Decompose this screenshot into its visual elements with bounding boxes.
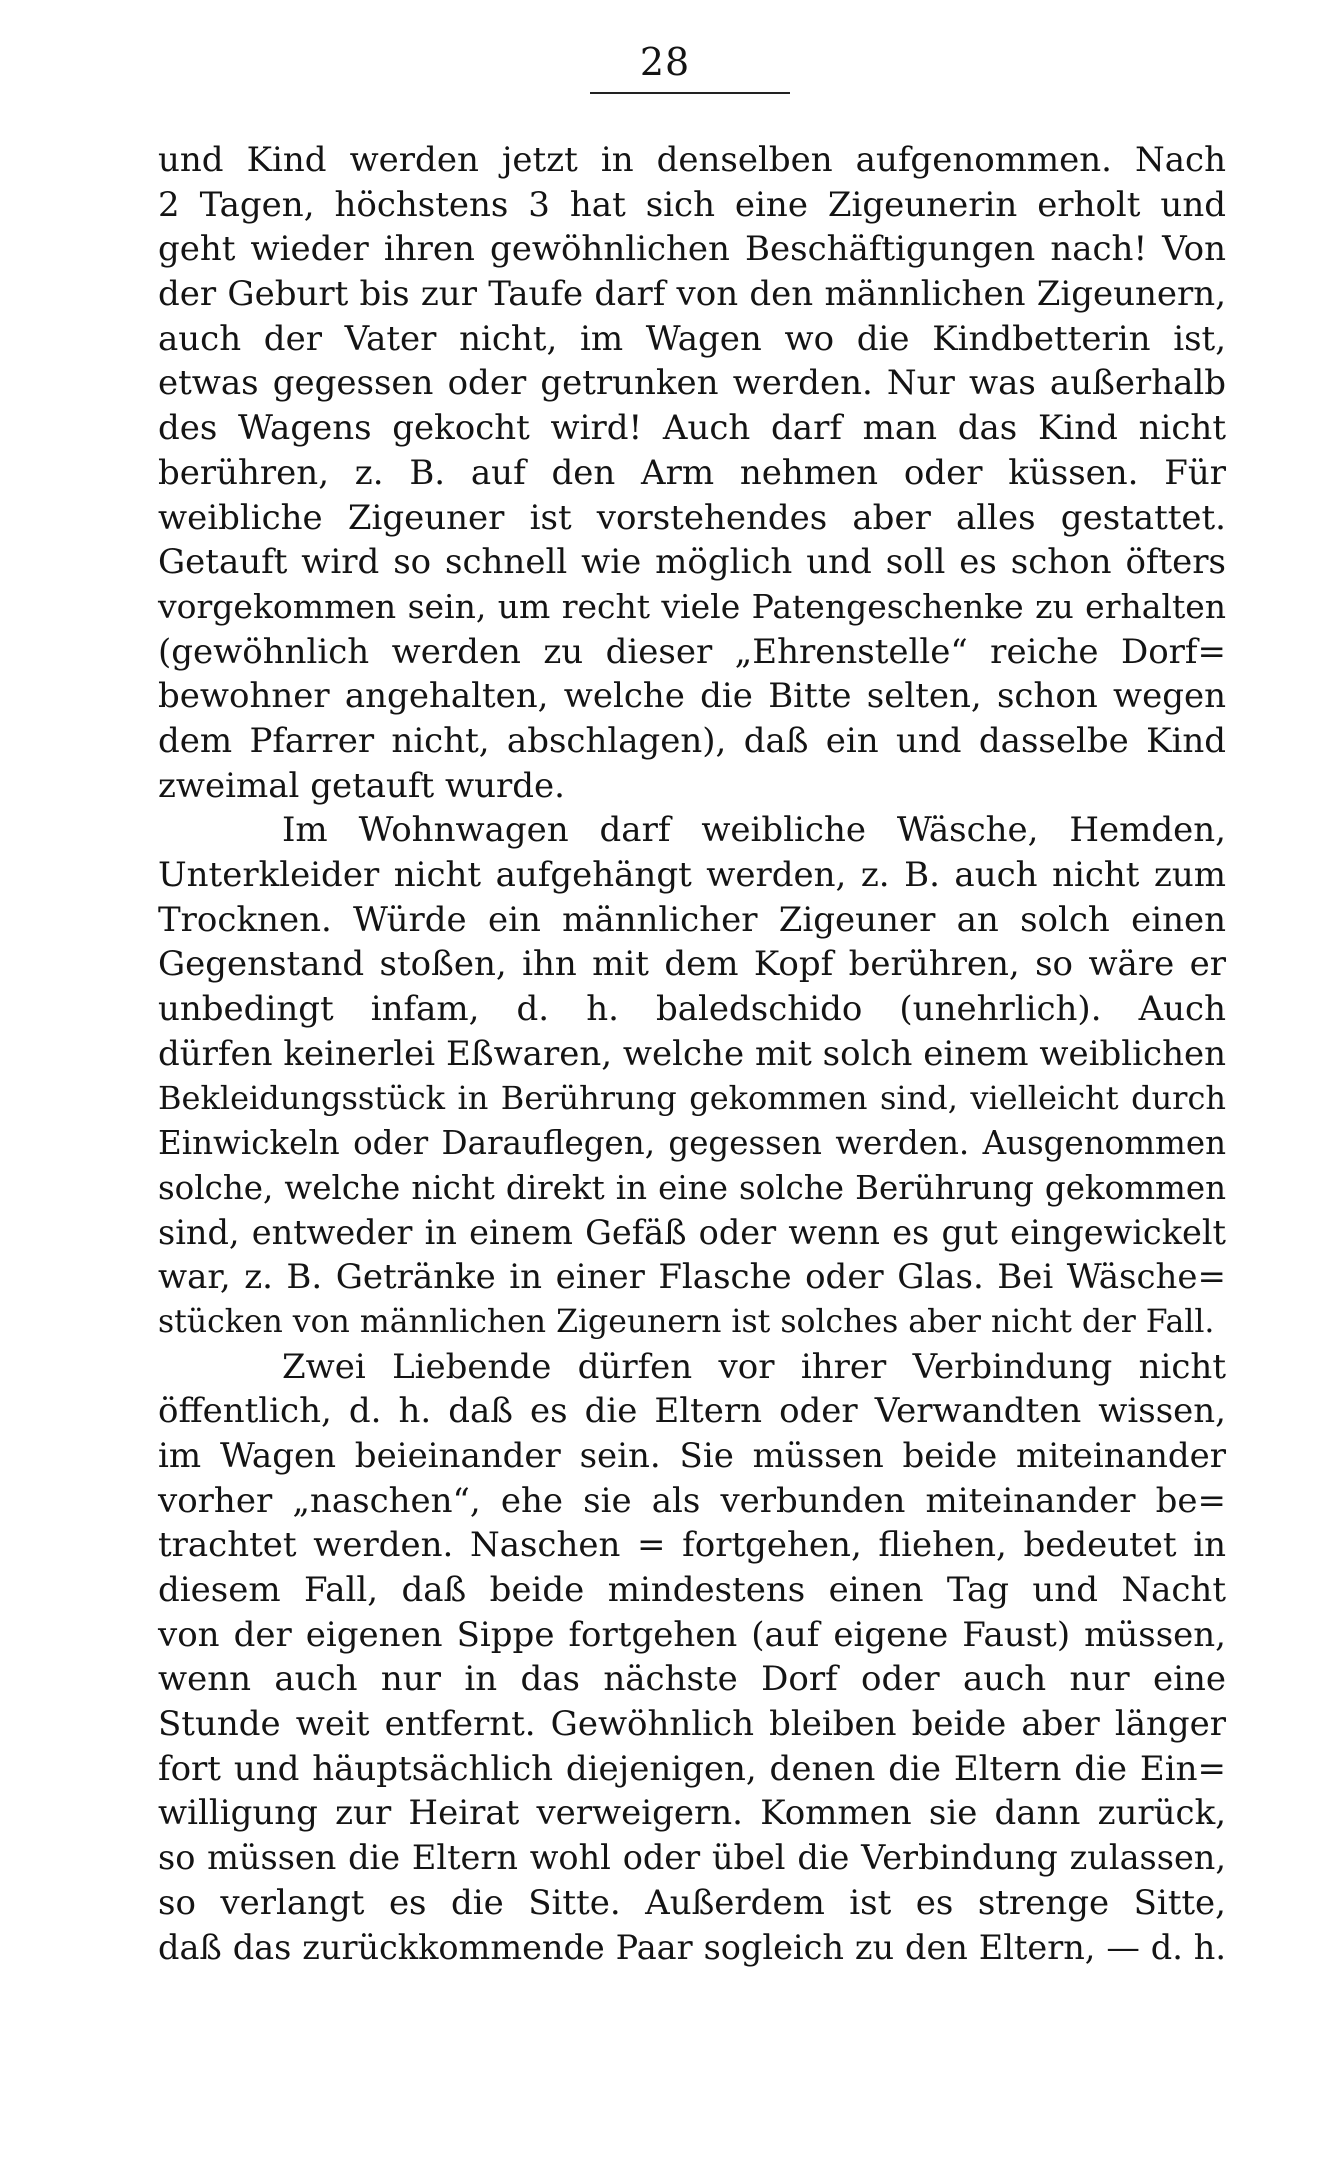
text-line: solche, welche nicht direkt in eine solche Berührung gekommen <box>158 1168 1226 1207</box>
text-line: etwas gegessen oder getrunken werden. Nur was außerhalb <box>158 363 1226 404</box>
text-line: wenn auch nur in das nächste Dorf oder auch nur eine <box>158 1659 1226 1700</box>
text-line: willigung zur Heirat verweigern. Kommen sie dann zurück, <box>158 1793 1226 1834</box>
text-line: vorgekommen sein, um recht viele Patengeschenke zu erhalten <box>158 586 1226 626</box>
text-line: sind, entweder in einem Gefäß oder wenn es gut eingewickelt <box>158 1212 1226 1252</box>
text-line: so müssen die Eltern wohl oder übel die Verbindung zulassen, <box>158 1838 1226 1878</box>
text-line: 2 Tagen, höchstens 3 hat sich eine Zigeunerin erholt und <box>158 184 1226 225</box>
text-line: geht wieder ihren gewöhnlichen Beschäftigungen nach! Von <box>158 229 1226 270</box>
text-line: diesem Fall, daß beide mindestens einen Tag und Nacht <box>158 1570 1226 1610</box>
text-line: und Kind werden jetzt in denselben aufgenommen. Nach <box>158 140 1226 180</box>
page-number-rule <box>590 92 790 94</box>
text-line: Trocknen. Würde ein männlicher Zigeuner an solch einen <box>158 899 1226 940</box>
text-line: Stunde weit entfernt. Gewöhnlich bleiben beide aber länger <box>158 1704 1226 1745</box>
text-line: Gegenstand stoßen, ihn mit dem Kopf berühren, so wäre er <box>158 944 1226 985</box>
page-number: 28 <box>639 40 691 84</box>
text-line: Zwei Liebende dürfen vor ihrer Verbindung nicht <box>282 1346 1226 1387</box>
text-line: Einwickeln oder Darauflegen, gegessen werden. Ausgenommen <box>158 1124 1226 1163</box>
paragraph <box>158 138 1226 808</box>
text-line: war, z. B. Getränke in einer Flasche oder Glas. Bei Wäsche= <box>158 1257 1226 1298</box>
text-line: stücken von männlichen Zigeunern ist solches aber nicht der Fall. <box>158 1303 1215 1340</box>
text-line: auch der Vater nicht, im Wagen wo die Kindbetterin ist, <box>158 318 1226 359</box>
text-line: dürfen keinerlei Eßwaren, welche mit solch einem weiblichen <box>158 1033 1226 1074</box>
text-line: trachtet werden. Naschen = fortgehen, fliehen, bedeutet in <box>158 1525 1226 1566</box>
text-line: dem Pfarrer nicht, abschlagen), daß ein und dasselbe Kind <box>158 720 1226 761</box>
text-line: bewohner angehalten, welche die Bitte selten, schon wegen <box>158 676 1226 717</box>
text-line: Im Wohnwagen darf weibliche Wäsche, Hemden, <box>282 810 1226 851</box>
text-line: weibliche Zigeuner ist vorstehendes aber alles gestattet. <box>158 497 1226 538</box>
text-line: Unterkleider nicht aufgehängt werden, z. B. auch nicht zum <box>158 855 1226 895</box>
text-line: öffentlich, d. h. daß es die Eltern oder Verwandten wissen, <box>158 1391 1226 1432</box>
text-line: (gewöhnlich werden zu dieser „Ehrenstelle“ reiche Dorf= <box>158 631 1226 672</box>
text-line: von der eigenen Sippe fortgehen (auf eigene Faust) müssen, <box>158 1614 1226 1655</box>
paragraph <box>158 1345 1226 1971</box>
paragraph <box>158 808 1226 1344</box>
text-line: daß das zurückkommende Paar sogleich zu den Eltern, — d. h. <box>158 1927 1226 1967</box>
text-line: unbedingt infam, d. h. baledschido (unehrlich). Auch <box>158 989 1226 1030</box>
text-line: des Wagens gekocht wird! Auch darf man das Kind nicht <box>158 408 1226 449</box>
body-text <box>158 138 1226 1970</box>
text-line: Getauft wird so schnell wie möglich und soll es schon öfters <box>158 542 1226 583</box>
text-line: so verlangt es die Sitte. Außerdem ist es strenge Sitte, <box>158 1882 1226 1923</box>
text-line: vorher „naschen“, ehe sie als verbunden miteinander be= <box>158 1480 1226 1521</box>
text-line: fort und häuptsächlich diejenigen, denen die Eltern die Ein= <box>158 1748 1226 1789</box>
text-line: im Wagen beieinander sein. Sie müssen beide miteinander <box>158 1435 1226 1476</box>
text-line: berühren, z. B. auf den Arm nehmen oder küssen. Für <box>158 452 1226 493</box>
text-line: der Geburt bis zur Taufe darf von den männlichen Zigeunern, <box>158 274 1226 315</box>
text-line: zweimal getauft wurde. <box>158 765 565 806</box>
text-line: Bekleidungsstück in Berührung gekommen sind, vielleicht durch <box>158 1079 1226 1118</box>
